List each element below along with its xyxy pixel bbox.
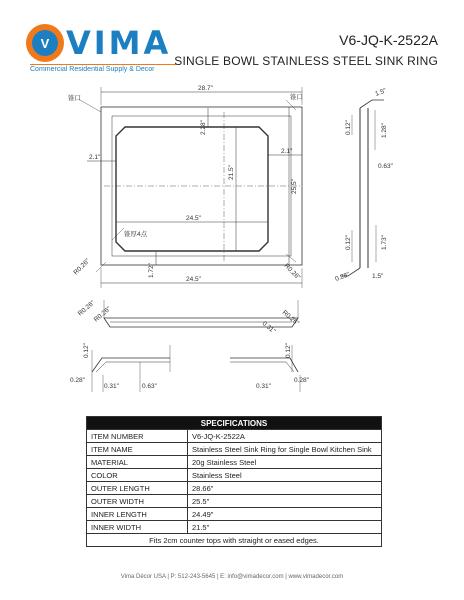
logo-wordmark: VIMA	[66, 24, 172, 62]
detail-right-b3: 0.31"	[256, 383, 271, 390]
dim-bottom-margin: 1.72"	[148, 263, 155, 278]
detail-left-a1: 0.12"	[83, 343, 90, 358]
spec-key: INNER LENGTH	[87, 508, 188, 521]
dim-outer-height: 25.5"	[291, 179, 298, 194]
dim-side-bottom: 0.12"	[345, 235, 352, 250]
dim-top-overall: 28.7"	[198, 85, 213, 92]
spec-value: Stainless Steel Sink Ring for Single Bowl Kitchen Sink	[188, 443, 382, 456]
detail-left-a2: 0.28"	[70, 377, 85, 384]
spec-key: INNER WIDTH	[87, 521, 188, 534]
logo-tagline: Commercial Residential Supply & Decor	[30, 64, 176, 73]
document-code: V6-JQ-K-2522A	[339, 32, 438, 48]
dim-side-mid: 0.63"	[378, 163, 393, 170]
spec-value: Stainless Steel	[188, 469, 382, 482]
dim-side-lower: 1.73"	[381, 235, 388, 250]
dim-top-margin: 2.28"	[200, 120, 207, 135]
detail-left-a3: 0.31"	[104, 383, 119, 390]
table-row	[87, 443, 382, 456]
spec-key: ITEM NUMBER	[87, 430, 188, 443]
spec-key: OUTER LENGTH	[87, 482, 188, 495]
detail-right-b2: 0.28"	[294, 377, 309, 384]
detail-right-b1: 0.12"	[285, 343, 292, 358]
note-top-right: 锥口	[290, 94, 303, 101]
dim-left-margin: 2.1"	[89, 154, 101, 161]
table-row	[87, 534, 382, 547]
table-row	[87, 521, 382, 534]
spec-heading: SPECIFICATIONS	[87, 417, 382, 430]
spec-key: MATERIAL	[87, 456, 188, 469]
dim-corner-radius-right: R0.26"	[282, 262, 302, 282]
section-thickness: 0.31"	[260, 320, 277, 336]
table-row	[87, 508, 382, 521]
dim-inner-length: 24.5"	[186, 215, 201, 222]
spec-value: 28.66"	[188, 482, 382, 495]
dim-side-top-right: 1.5"	[374, 87, 388, 98]
table-row	[87, 482, 382, 495]
note-middle: 锥厚4点	[124, 231, 148, 238]
dim-side-bottom-right: 1.5"	[372, 273, 384, 280]
logo-letter: V	[32, 30, 58, 56]
section-radius-3: R0.26"	[280, 309, 301, 328]
spec-key: ITEM NAME	[87, 443, 188, 456]
table-row	[87, 495, 382, 508]
specifications-table	[86, 416, 382, 547]
spec-value: 24.49"	[188, 508, 382, 521]
spec-key: OUTER WIDTH	[87, 495, 188, 508]
dim-right-margin: 2.1"	[281, 148, 293, 155]
section-radius-2: R0.26"	[92, 305, 113, 324]
dim-side-angle: 0.28"	[334, 271, 351, 283]
dim-bottom-overall: 24.5"	[186, 276, 201, 283]
table-row	[87, 430, 382, 443]
note-top-left: 锥口	[68, 95, 81, 102]
spec-value: V6-JQ-K-2522A	[188, 430, 382, 443]
spec-value: 21.5"	[188, 521, 382, 534]
detail-left-a4: 0.63"	[142, 383, 157, 390]
dim-inner-height: 21.5"	[228, 165, 235, 180]
table-row	[87, 469, 382, 482]
spec-key: COLOR	[87, 469, 188, 482]
spec-note: Fits 2cm counter tops with straight or eased edges.	[87, 534, 382, 547]
dim-side-top: 0.12"	[345, 120, 352, 135]
table-row	[87, 456, 382, 469]
dim-corner-radius-left: R0.26"	[72, 257, 92, 277]
spec-value: 25.5"	[188, 495, 382, 508]
spec-value: 20g Stainless Steel	[188, 456, 382, 469]
page-footer: Vima Décor USA | P: 512-243-5645 | E: info@vimadecor.com | www.vimadecor.com	[120, 574, 344, 580]
document-title: SINGLE BOWL STAINLESS STEEL SINK RING	[174, 54, 438, 68]
section-radius-1: R0.26"	[76, 299, 97, 318]
dim-side-upper: 1.28"	[381, 123, 388, 138]
